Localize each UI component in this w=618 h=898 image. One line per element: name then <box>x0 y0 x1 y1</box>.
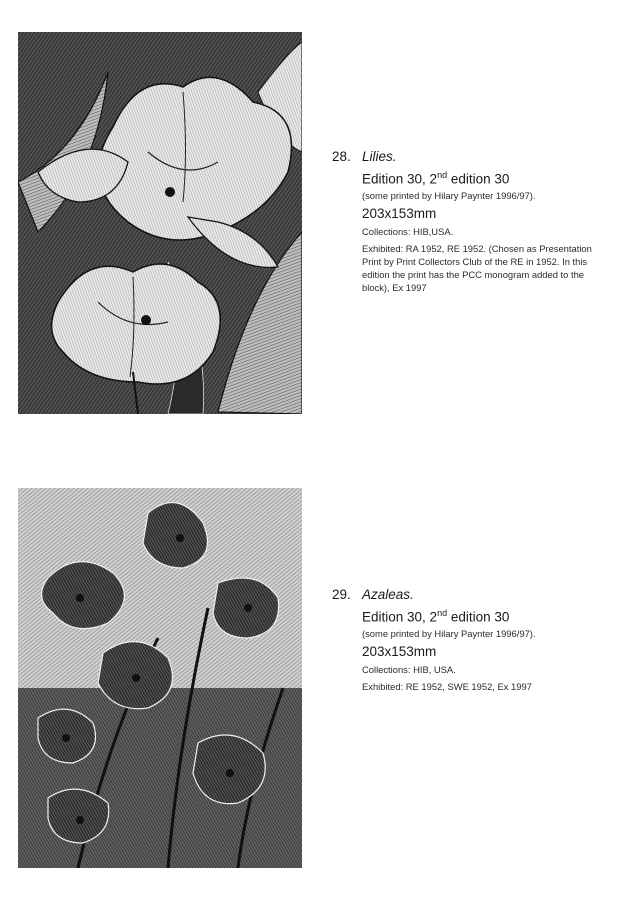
collections: Collections: HIB, USA. <box>362 663 456 675</box>
azaleas-engraving-image <box>18 488 302 868</box>
edition-suffix: edition 30 <box>447 609 510 625</box>
entry-title: Azaleas. <box>362 587 414 602</box>
exhibited: Exhibited: RE 1952, SWE 1952, Ex 1997 <box>362 680 532 692</box>
entry-number: 29. <box>332 587 351 602</box>
collections: Collections: HIB,USA. <box>362 225 454 237</box>
edition-line <box>362 166 602 189</box>
lilies-engraving-image <box>18 32 302 414</box>
edition-prefix: Edition 30, 2 <box>362 171 438 187</box>
entry-heading <box>332 148 602 166</box>
entry-number: 28. <box>332 149 351 164</box>
print-size: 203x153mm <box>362 643 437 659</box>
print-size: 203x153mm <box>362 205 437 221</box>
printed-note: (some printed by Hilary Paynter 1996/97). <box>362 189 536 201</box>
edition-line <box>362 604 602 627</box>
edition-suffix: edition 30 <box>447 171 510 187</box>
exhibited: Exhibited: RA 1952, RE 1952. (Chosen as Presentation Print by Print Collectors Club of the RE in 1952. In this edition the print has the PCC monogram added to the block), Ex 1997 <box>362 242 592 293</box>
entry-heading <box>332 586 602 604</box>
edition-sup: nd <box>437 170 448 180</box>
edition-prefix: Edition 30, 2 <box>362 609 438 625</box>
printed-note: (some printed by Hilary Paynter 1996/97). <box>362 627 536 639</box>
entry-title: Lilies. <box>362 149 397 164</box>
edition-sup: nd <box>437 608 448 618</box>
catalogue-entry <box>332 586 602 693</box>
catalogue-entry <box>332 148 602 294</box>
